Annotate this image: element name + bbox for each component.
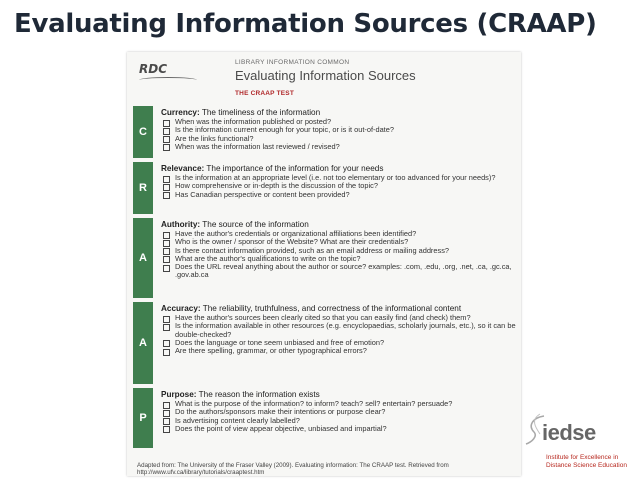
citation-line: Adapted from: The University of the Fraser Valley (2009). Evaluating information: The CRAAP test. Retrieved from (137, 462, 449, 469)
brand-tagline (546, 454, 627, 470)
checklist-item: When was the information last reviewed / revised? (161, 143, 517, 151)
checklist-item: Is the information at an appropriate level (i.e. not too elementary or too advanced for your needs)? (161, 174, 517, 182)
section-heading-label: Accuracy: (161, 304, 201, 313)
document-subtitle: THE CRAAP TEST (235, 90, 295, 97)
section-description: The timeliness of the information (201, 108, 321, 117)
slide-title: Evaluating Information Sources (CRAAP) (14, 9, 597, 39)
checklist-item: What are the author's qualifications to write on the topic? (161, 255, 517, 263)
section-body (153, 162, 517, 214)
checklist-item: Is the information available in other resources (e.g. encyclopaedias, scholarly journals, etc.), so it can be double-checked? (161, 322, 517, 339)
checklist-item: Is advertising content clearly labelled? (161, 417, 517, 425)
checklist-item: Is there contact information provided, such as an email address or mailing address? (161, 247, 517, 255)
checklist-item: Are the links functional? (161, 135, 517, 143)
section-body (153, 218, 517, 298)
checklist-item: Have the author's credentials or organizational affiliations been identified? (161, 230, 517, 238)
section-description: The source of the information (202, 220, 309, 229)
section-heading-label: Currency: (161, 108, 200, 117)
section-body (153, 302, 517, 384)
letter-box: C (133, 106, 153, 158)
letter-box: R (133, 162, 153, 214)
section-relevance (133, 162, 517, 214)
section-heading-label: Authority: (161, 220, 201, 229)
checklist-item: Does the point of view appear objective, unbiased and impartial? (161, 425, 517, 433)
section-accuracy (133, 302, 517, 384)
section-description: The reason the information exists (198, 390, 320, 399)
document-header (127, 52, 521, 102)
section-body (153, 106, 517, 158)
checklist-item: When was the information published or posted? (161, 118, 517, 126)
document-title: Evaluating Information Sources (235, 68, 416, 83)
letter-box: A (133, 218, 153, 298)
checklist-item: Does the language or tone seem unbiased and free of emotion? (161, 339, 517, 347)
section-currency (133, 106, 517, 158)
section-heading-label: Relevance: (161, 164, 205, 173)
criteria-sections (133, 106, 517, 448)
swoosh-icon (139, 77, 197, 83)
checklist-item: What is the purpose of the information? to inform? teach? sell? entertain? persuade? (161, 400, 517, 408)
checklist-item: Are there spelling, grammar, or other typographical errors? (161, 347, 517, 355)
section-description: The importance of the information for your needs (206, 164, 384, 173)
checklist-item: Do the authors/sponsors make their intentions or purpose clear? (161, 408, 517, 416)
checklist-item: Is the information current enough for your topic, or is it out-of-date? (161, 126, 517, 134)
letter-box: A (133, 302, 153, 384)
brand-name: iedse (542, 420, 596, 445)
brand-tagline-line: Distance Science Education (546, 462, 627, 469)
rdc-logo (139, 62, 199, 78)
iedse-logo (524, 412, 636, 476)
section-body (153, 388, 517, 448)
section-purpose (133, 388, 517, 448)
checklist-item: Does the URL reveal anything about the author or source? examples: .com, .edu, .org, .net, .ca, .gc.ca, .gov.ab.ca (161, 263, 517, 280)
letter-box: P (133, 388, 153, 448)
rdc-logo-text: RDC (139, 62, 168, 76)
citation-footer (137, 462, 449, 476)
checklist-item: How comprehensive or in-depth is the discussion of the topic? (161, 182, 517, 190)
citation-url: http://www.ufv.ca/library/tutorials/craaptest.htm (137, 469, 265, 476)
brand-tagline-line: Institute for Excellence in (546, 454, 619, 461)
section-heading-label: Purpose: (161, 390, 197, 399)
checklist-item: Who is the owner / sponsor of the Website? What are their credentials? (161, 238, 517, 246)
section-authority (133, 218, 517, 298)
checklist-item: Have the author's sources been clearly cited so that you can easily find (and check) them? (161, 314, 517, 322)
craap-document (127, 52, 521, 476)
section-description: The reliability, truthfulness, and correctness of the informational content (202, 304, 462, 313)
library-name: LIBRARY INFORMATION COMMON (235, 59, 350, 66)
checklist-item: Has Canadian perspective or content been provided? (161, 191, 517, 199)
